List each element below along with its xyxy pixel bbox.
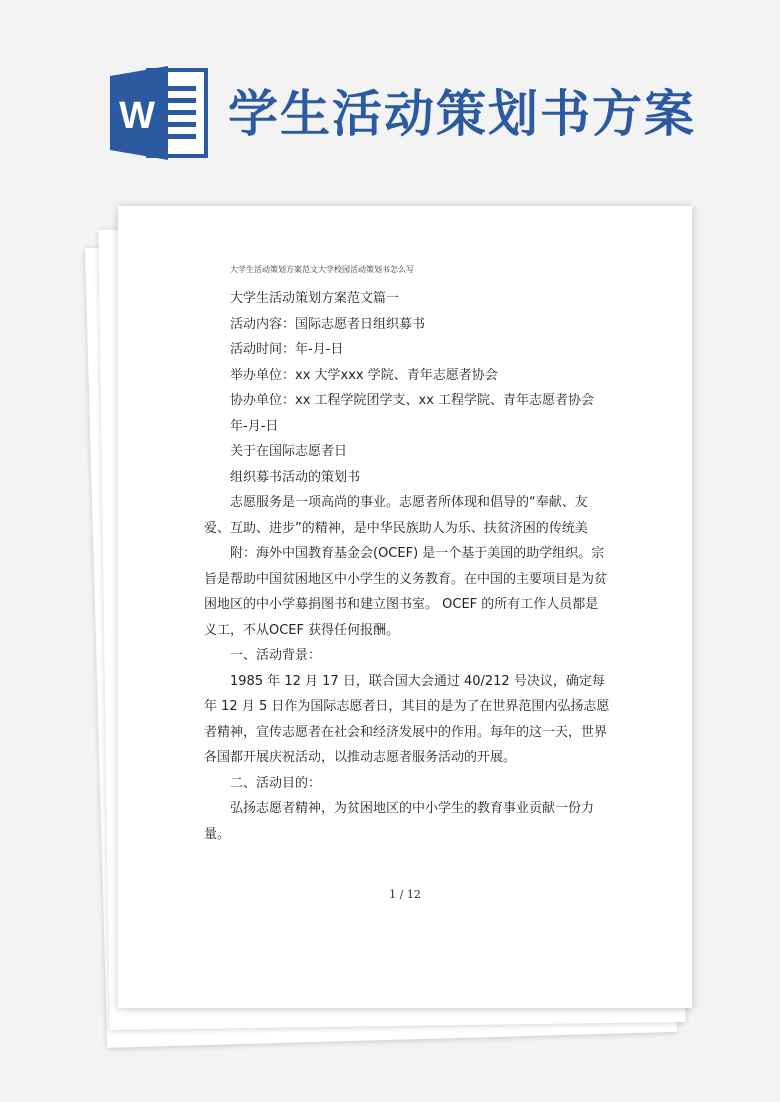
- document-page: [118, 206, 692, 1008]
- page-title: 学生活动策划书方案: [228, 84, 696, 143]
- paragraph: 协办单位：xx 工程学院团学支、xx 工程学院、青年志愿者协会: [230, 393, 595, 408]
- section-title: 大学生活动策划方案范文篇一: [230, 291, 400, 306]
- paragraph: 弘扬志愿者精神，为贫困地区的中小学生的教育事业贡献一份力量。: [204, 801, 595, 842]
- paragraph: 关于在国际志愿者日: [230, 444, 348, 459]
- paragraph: 志愿服务是一项高尚的事业。志愿者所体现和倡导的“奉献、友爱、互助、进步”的精神，是中华民族助人为乐、扶贫济困的传统美: [204, 495, 588, 536]
- paragraph: 附：海外中国教育基金会(OCEF) 是一个基于美国的助学组织。宗旨是帮助中国贫困地区中小学生的义务教育。在中国的主要项目是为贫困地区的中小学募捐图书和建立图书室。 OCEF 的所有工作人员都是义工，不从OCEF 获得任何报酬。: [204, 546, 608, 638]
- paragraph: 1985 年 12 月 17 日，联合国大会通过 40/212 号决议，确定每年 12 月 5 日作为国际志愿者日，其目的是为了在世界范围内弘扬志愿者精神，宣传志愿者在社会和经济发展中的作用。每年的这一天，世界各国都开展庆祝活动，以推动志愿者服务活动的开展。: [204, 673, 610, 765]
- word-letter: W: [119, 95, 155, 137]
- word-doc-icon: [110, 66, 208, 160]
- page-number: 1 / 12: [389, 888, 421, 901]
- paragraph: 活动时间：年-月-日: [230, 342, 344, 357]
- running-header: 大学生活动策划方案范文大学校园活动策划书怎么写: [230, 265, 414, 274]
- document-body: [204, 286, 610, 847]
- paragraph: 组织募书活动的策划书: [230, 469, 361, 485]
- paragraph: 活动内容：国际志愿者日组织募书: [230, 316, 426, 332]
- paragraph: 年-月-日: [230, 418, 279, 434]
- banner: [0, 0, 780, 200]
- section-heading: 二、活动目的：: [230, 775, 322, 791]
- paragraph: 举办单位：xx 大学xxx 学院、青年志愿者协会: [230, 367, 498, 383]
- section-heading: 一、活动背景：: [230, 648, 322, 663]
